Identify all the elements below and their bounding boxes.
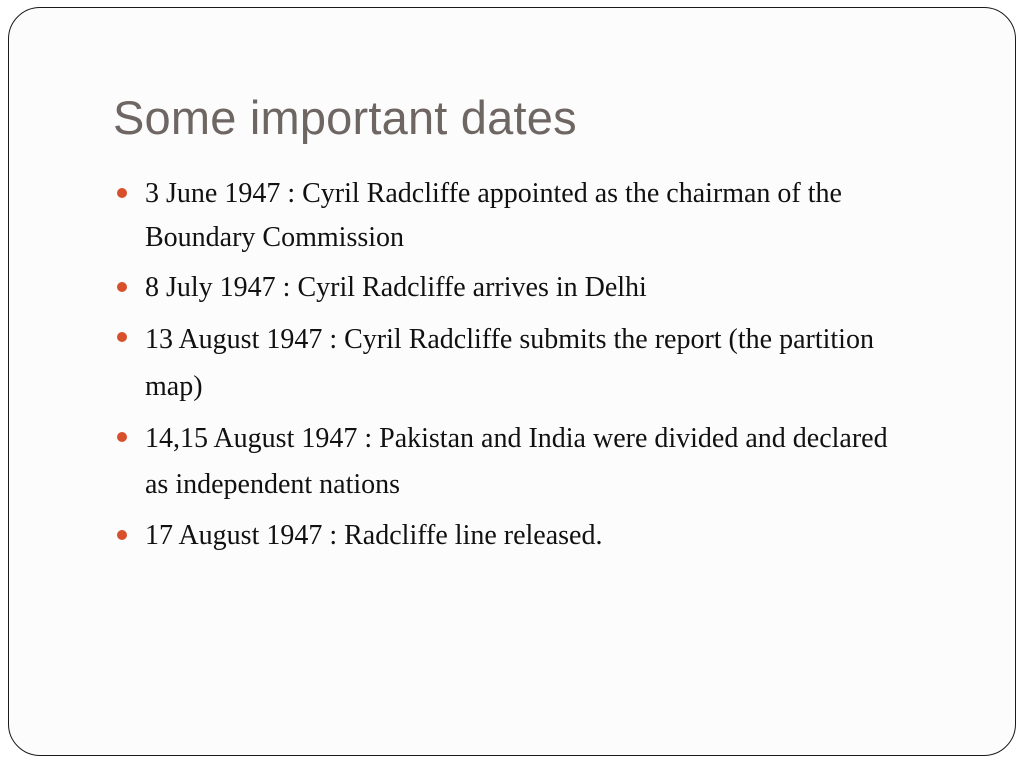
bullet-dot-icon — [117, 332, 127, 342]
bullet-text: 14,15 August 1947 : Pakistan and India were divided and declared as independent nations — [145, 423, 888, 500]
bullet-text: 17 August 1947 : Radcliffe line released. — [145, 520, 603, 551]
list-item — [113, 514, 913, 558]
list-item — [113, 416, 913, 508]
bullet-dot-icon — [117, 432, 127, 442]
bullet-text: 8 July 1947 : Cyril Radcliffe arrives in Delhi — [145, 272, 647, 303]
bullet-text: 3 June 1947 : Cyril Radcliffe appointed as the chairman of the Boundary Commission — [145, 178, 842, 253]
bullet-dot-icon — [117, 188, 127, 198]
bullet-text: 13 August 1947 : Cyril Radcliffe submits the report (the partition map) — [145, 324, 874, 402]
bullet-dot-icon — [117, 530, 127, 540]
slide-frame — [8, 7, 1016, 756]
slide-title: Some important dates — [113, 91, 577, 144]
list-item — [113, 266, 913, 310]
bullet-dot-icon — [117, 282, 127, 292]
bullet-list — [113, 172, 913, 564]
list-item — [113, 316, 913, 410]
list-item — [113, 172, 913, 260]
